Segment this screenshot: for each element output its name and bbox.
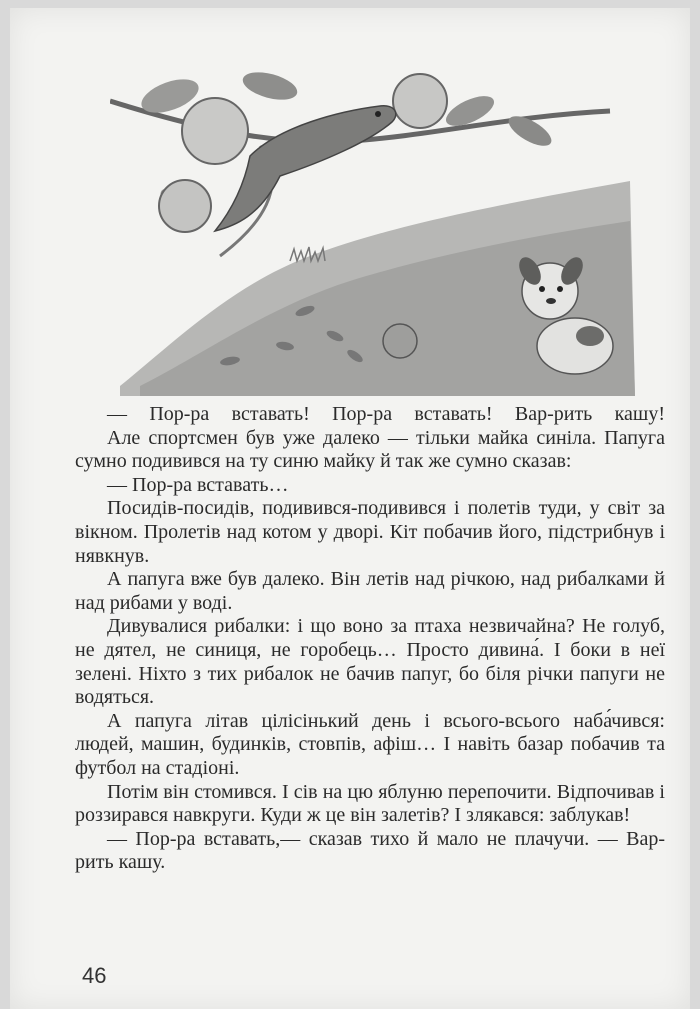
- paragraph-9: — Пор-ра вставать,— сказав тихо й мало не плачучи. — Вар-рить кашу.: [75, 827, 665, 874]
- paragraph-7: А папуга літав цілісінький день і всього-всього наба́чився: людей, машин, будинків, стовпів, афіш… І навіть базар побачив та футбол на стадіоні.: [75, 709, 665, 779]
- page-number: 46: [82, 963, 107, 988]
- paragraph-4: Посидів-посидів, подивився-подивився і полетів туди, у світ за вікном. Пролетів над котом у дворі. Кіт побачив його, підстрибнув і нявкнув.: [75, 497, 665, 567]
- paragraph-1: — Пор-ра вставать! Пор-ра вставать! Вар-рить кашу!: [107, 403, 665, 425]
- book-page: [10, 8, 690, 1009]
- paragraph-3: — Пор-ра вставать…: [107, 473, 289, 496]
- paragraph-8: Потім він стомився. І сів на цю яблуню перепочити. Відпочивав і роззирався навкруги. Куди ж це він залетів? І злякався: заблукав!: [75, 780, 665, 827]
- paragraph-2: Але спортсмен був уже далеко — тільки майка синіла. Папуга сумно подивився на ту синю майку й так же сумно сказав:: [75, 426, 665, 473]
- paragraph-5: А папуга вже був далеко. Він летів над річкою, над рибалками й над рибами у воді.: [75, 568, 665, 614]
- paragraph-6: Дивувалися рибалки: і що воно за птаха незвичайна? Не голуб, не дятел, не синиця, не горобець… Просто дивина́. І боки в неї зелені. Ніхто з тих рибалок не бачив папуг, бо біля річки папуги не водяться.: [75, 615, 665, 709]
- story-text: [75, 403, 665, 875]
- illustration: [110, 56, 640, 396]
